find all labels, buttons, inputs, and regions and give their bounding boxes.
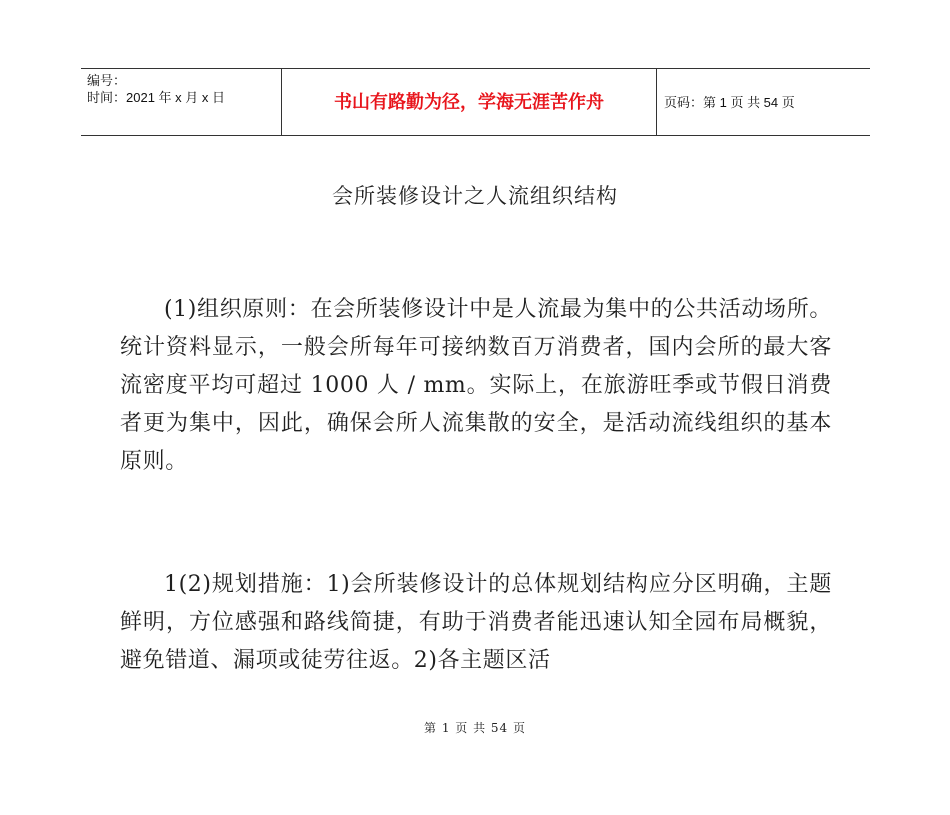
header-motto-cell (282, 69, 657, 135)
header-meta-cell (81, 69, 282, 135)
body-paragraph-1: (1)组织原则：在会所装修设计中是人流最为集中的公共活动场所。统计资料显示，一般会所每年可接纳数百万消费者，国内会所的最大客流密度平均可超过 1000 人 / mm。实际上，在旅游旺季或节假日消费者更为集中，因此，确保会所人流集散的安全，是活动流线组织的基本原则。 (120, 297, 832, 474)
header-page-cell (657, 69, 870, 135)
header-page-info: 页码：第 1 页 共 54 页 (664, 94, 795, 110)
header-motto: 书山有路勤为径，学海无涯苦作舟 (334, 92, 604, 113)
header-time-label: 时间：2021 年 x 月 x 日 (87, 90, 225, 105)
document-title: 会所装修设计之人流组织结构 (332, 184, 618, 208)
header-number-label: 编号： (87, 73, 127, 88)
header-table (81, 68, 870, 136)
body-paragraph-2: 1(2)规划措施：1)会所装修设计的总体规划结构应分区明确，主题鲜明，方位感强和路线简捷，有助于消费者能迅速认知全园布局概貌，避免错道、漏项或徒劳往返。2)各主题区活 (120, 572, 832, 673)
page-footer: 第 1 页 共 54 页 (424, 721, 526, 735)
